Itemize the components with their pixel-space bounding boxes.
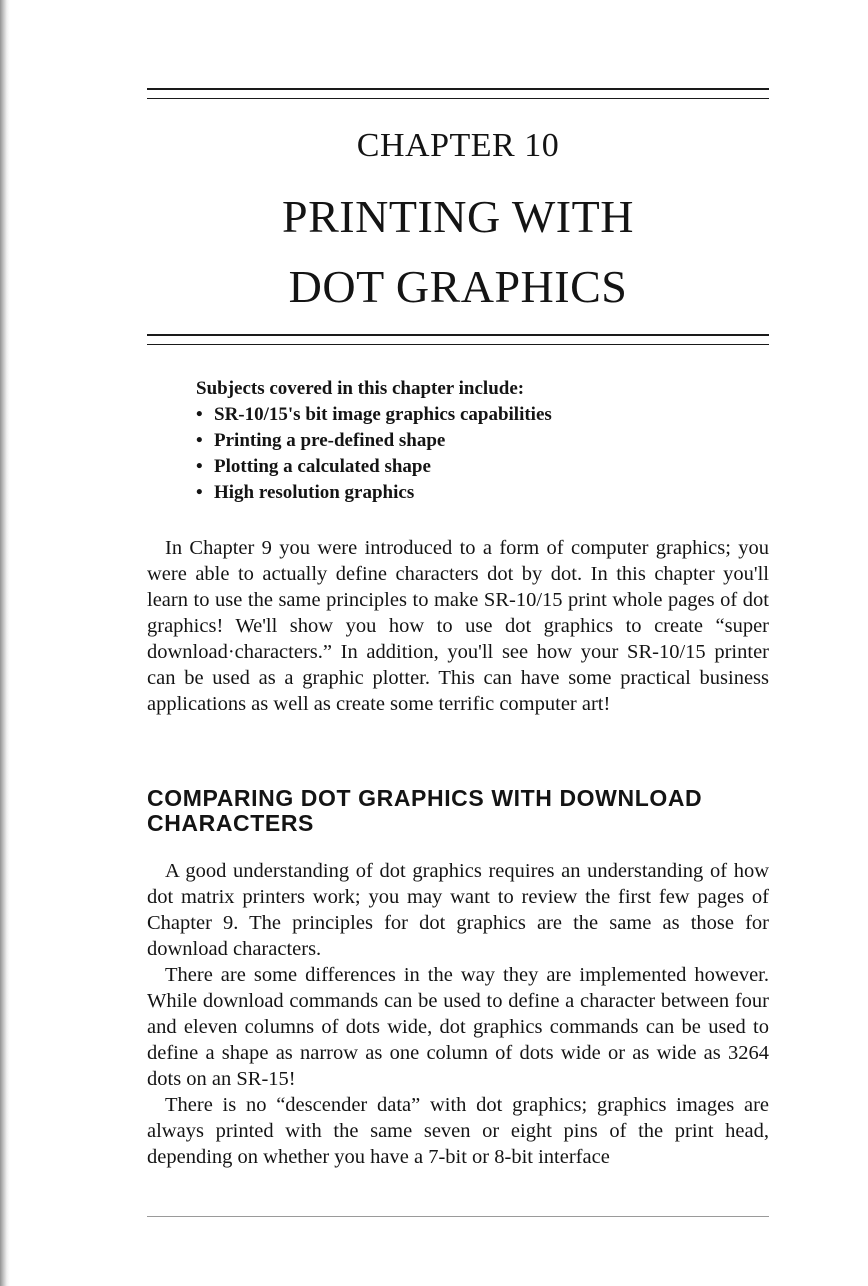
page-binding-edge [0,0,10,1286]
bullet-icon: • [196,404,203,425]
subject-item: • SR-10/15's bit image graphics capabilities [196,402,756,428]
chapter-title-line-2: DOT GRAPHICS [288,261,628,312]
bullet-icon: • [196,430,203,451]
footer-rule [147,1216,769,1217]
subjects-list [196,402,756,506]
section-paragraph: There are some differences in the way they are implemented however. While download commands can be used to define a character between four and eleven columns of dots wide, dot graphics commands can be used to define a shape as narrow as one column of dots wide or as wide as 3264 dots on an SR-15! [147,964,769,1090]
chapter-title-line-1: PRINTING WITH [282,191,634,242]
bullet-icon: • [196,482,203,503]
section-heading: COMPARING DOT GRAPHICS WITH DOWNLOAD CHARACTERS [147,785,703,836]
section-paragraph: A good understanding of dot graphics requires an understanding of how dot matrix printers work; you may want to review the first few pages of Chapter 9. The principles for dot graphics are the same as those for download characters. [147,860,769,960]
title-rule-thin [147,344,769,345]
subject-item: • Printing a pre-defined shape [196,428,756,454]
subject-item: • Plotting a calculated shape [196,454,756,480]
intro-paragraph-block [147,535,769,717]
top-rule [147,88,769,90]
chapter-label: CHAPTER 10 [356,127,560,164]
intro-paragraph: In Chapter 9 you were introduced to a form of computer graphics; you were able to actually define characters dot by dot. In this chapter you'll learn to use the same principles to make SR-10/15 print whole pages of dot graphics! We'll show you how to use dot graphics to create “super download·characters.” In addition, you'll see how your SR-10/15 printer can be used as a graphic plotter. This can have some practical business applications as well as create some terrific computer art! [147,537,769,715]
section-body [147,858,769,1170]
subjects-box [196,376,756,506]
top-rule-thin [147,98,769,99]
title-rule [147,334,769,336]
subject-item: • High resolution graphics [196,480,756,506]
subjects-intro: Subjects covered in this chapter include: [196,378,525,399]
bullet-icon: • [196,456,203,477]
section-paragraph: There is no “descender data” with dot graphics; graphics images are always printed with the same seven or eight pins of the print head, depending on whether you have a 7-bit or 8-bit interface [147,1094,769,1168]
